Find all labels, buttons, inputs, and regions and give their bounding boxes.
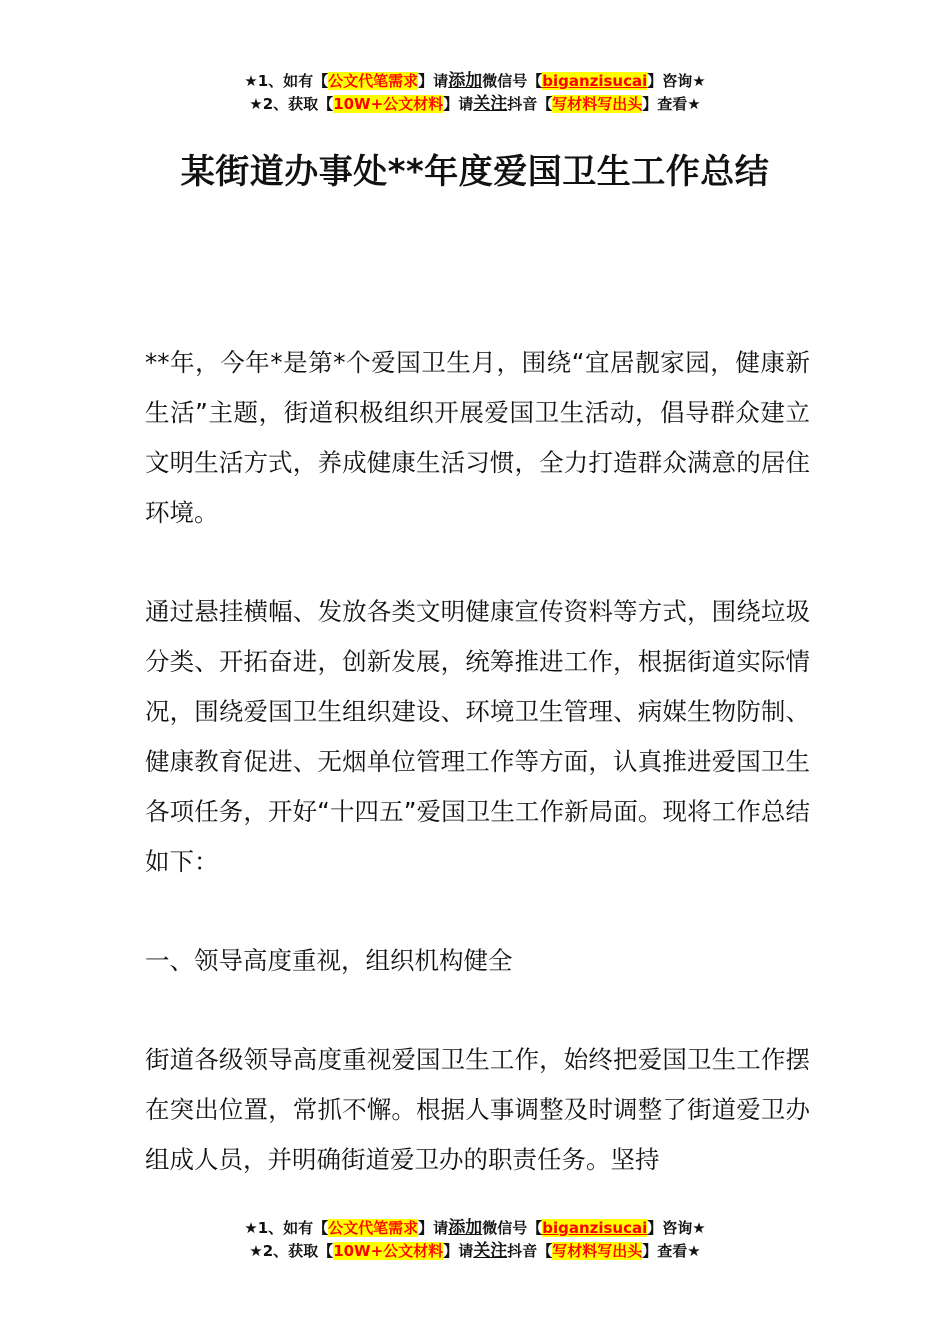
promo-highlight-service: 公文代笔需求 — [328, 1219, 419, 1237]
promo-line-1: ★1、如有【公文代笔需求】请添加微信号【biganzisucai】咨询★ — [244, 71, 706, 91]
promo-douyin-name: 写材料写出头 — [552, 95, 643, 113]
promo-emphasis-add: 添加 — [448, 71, 483, 91]
promo-douyin-name: 写材料写出头 — [552, 1242, 643, 1260]
promo-emphasis-follow: 关注 — [473, 1241, 508, 1261]
section-heading-1: 一、领导高度重视，组织机构健全 — [145, 946, 513, 975]
promo-emphasis-add: 添加 — [448, 1218, 483, 1238]
document-title: 某街道办事处**年度爱国卫生工作总结 — [180, 152, 770, 192]
promo-wechat-id[interactable]: biganzisucai — [542, 1219, 648, 1237]
promo-highlight-materials: 10W+公文材料 — [333, 95, 444, 113]
promo-line-1: ★1、如有【公文代笔需求】请添加微信号【biganzisucai】咨询★ — [244, 1218, 706, 1238]
promo-line-2: ★2、获取【10W+公文材料】请关注抖音【写材料写出头】查看★ — [249, 94, 701, 114]
promo-footer — [0, 1217, 950, 1263]
promo-highlight-materials: 10W+公文材料 — [333, 1242, 444, 1260]
paragraph-overview: 通过悬挂横幅、发放各类文明健康宣传资料等方式，围绕垃圾分类、开拓奋进，创新发展，统筹推进工作，根据街道实际情况，围绕爱国卫生组织建设、环境卫生管理、病媒生物防制、健康教育促进、无烟单位管理工作等方面，认真推进爱国卫生各项任务，开好“十四五”爱国卫生工作新局面。现将工作总结如下： — [145, 597, 810, 876]
paragraph-section-1: 街道各级领导高度重视爱国卫生工作，始终把爱国卫生工作摆在突出位置，常抓不懈。根据人事调整及时调整了街道爱卫办组成人员，并明确街道爱卫办的职责任务。坚持 — [145, 1045, 810, 1174]
promo-line-2: ★2、获取【10W+公文材料】请关注抖音【写材料写出头】查看★ — [249, 1241, 701, 1261]
paragraph-intro: **年，今年*是第*个爱国卫生月，围绕“宜居靓家园，健康新生活”主题，街道积极组织开展爱国卫生活动，倡导群众建立文明生活方式，养成健康生活习惯，全力打造群众满意的居住环境。 — [145, 348, 810, 527]
promo-emphasis-follow: 关注 — [473, 94, 508, 114]
promo-highlight-service: 公文代笔需求 — [328, 72, 419, 90]
promo-wechat-id[interactable]: biganzisucai — [542, 72, 648, 90]
promo-header — [0, 70, 950, 116]
